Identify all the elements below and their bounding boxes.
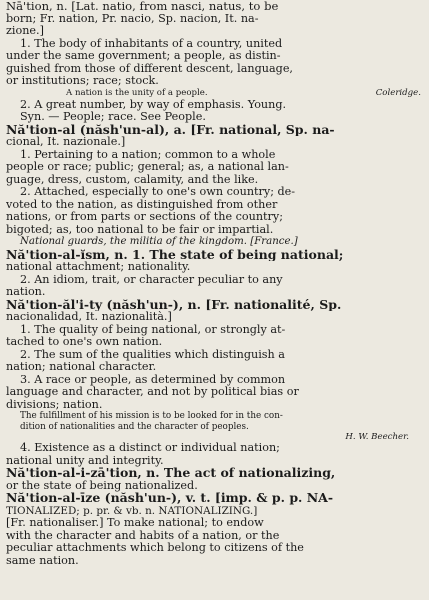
sense-line: peculiar attachments which belong to citizens of the <box>6 542 304 554</box>
sense-line: 2. The sum of the qualities which distinguish a <box>20 348 285 361</box>
sense-line: guished from those of different descent, language, <box>6 62 293 75</box>
sense-line: 4. Existence as a distinct or individual nation; <box>20 442 280 454</box>
sense-line: nations, or from parts or sections of the country; <box>6 211 283 223</box>
sense-line: nation. <box>6 286 46 298</box>
entry-national-line: Nă'tion-al (năsh'un-al), a. [Fr. national, Sp. na- <box>6 123 335 136</box>
sense-line: nation; national character. <box>6 361 157 373</box>
entry-nation-line: born; Fr. nation, Pr. nacio, Sp. nacion, It. na- <box>6 12 259 25</box>
entry-nationalize-line: TIONALIZED; p. pr. & vb. n. NATIONALIZING.] <box>6 504 258 517</box>
sense-line: 1. Pertaining to a nation; common to a whole <box>20 148 276 161</box>
quotation-author: H. W. Beecher. <box>345 432 409 442</box>
sense-line: tached to one's own nation. <box>6 336 163 348</box>
sense-line: voted to the nation, as distinguished from other <box>6 198 278 211</box>
sense-line: 1. The quality of being national, or strongly at- <box>20 323 286 336</box>
entry-nation-line: zione.] <box>6 25 44 37</box>
sense-line: or institutions; race; stock. <box>6 75 159 87</box>
entry-nationalism-line: Nă'tion-al-ĭsm, n. 1. The state of being national; <box>6 248 344 261</box>
sense-line: divisions; nation. <box>6 398 103 411</box>
sense-line: 1. The body of inhabitants of a country, united <box>20 37 283 50</box>
sense-line: or the state of being nationalized. <box>6 479 198 492</box>
sense-line: national attachment; nationality. <box>6 261 191 273</box>
entry-nationalization-line: Nă'tion-al-i-zā'tion, n. The act of nationalizing, <box>6 467 336 480</box>
sense-line: with the character and habits of a nation, or the <box>6 529 280 542</box>
sense-line: guage, dress, custom, calamity, and the like. <box>6 173 259 186</box>
quotation-text: dition of nationalities and the character of peoples. <box>20 421 249 432</box>
synonyms-line: Syn. — People; race. See People. <box>20 111 206 123</box>
quotation-author: Coleridge. <box>375 87 421 98</box>
entry-nationality-line: nacionalidad, It. nazionalità.] <box>6 311 172 323</box>
sense-line: 2. Attached, especially to one's own country; de- <box>20 186 296 198</box>
sense-line: national unity and integrity. <box>6 454 164 467</box>
sense-line: 3. A race or people, as determined by common <box>20 373 286 386</box>
sense-line: bigoted; as, too national to be fair or impartial. <box>6 223 274 236</box>
entry-nationalize-line: [Fr. nationaliser.] To make national; to endow <box>6 517 264 529</box>
sense-line: 2. An idiom, trait, or character peculiar to any <box>20 273 283 286</box>
quotation <box>6 88 423 99</box>
sense-line: language and character, and not by political bias or <box>6 386 299 398</box>
quotation-text: A nation is the unity of a people. <box>66 87 208 98</box>
entry-national-line: cional, It. nazionale.] <box>6 136 126 148</box>
quotation-text: The fulfillment of his mission is to be looked for in the con- <box>20 411 283 421</box>
sense-line: same nation. <box>6 554 79 567</box>
entry-nationalize-line: Nă'tion-al-īze (năsh'un-), v. t. [imp. & p. p. NA- <box>6 492 334 505</box>
sense-line: under the same government; a people, as distin- <box>6 50 281 62</box>
sense-line: people or race; public; general; as, a national lan- <box>6 161 289 173</box>
entry-nationality-line: Nă'tion-ăl'i-ty (năsh'un-), n. [Fr. nationalité, Sp. <box>6 298 342 311</box>
entry-nation-line: Nā'tion, n. [Lat. natio, from nasci, natus, to be <box>6 0 279 13</box>
subentry-line: National guards, the militia of the kingdom. [France.] <box>20 236 298 247</box>
sense-line: 2. A great number, by way of emphasis. Young. <box>20 98 287 111</box>
